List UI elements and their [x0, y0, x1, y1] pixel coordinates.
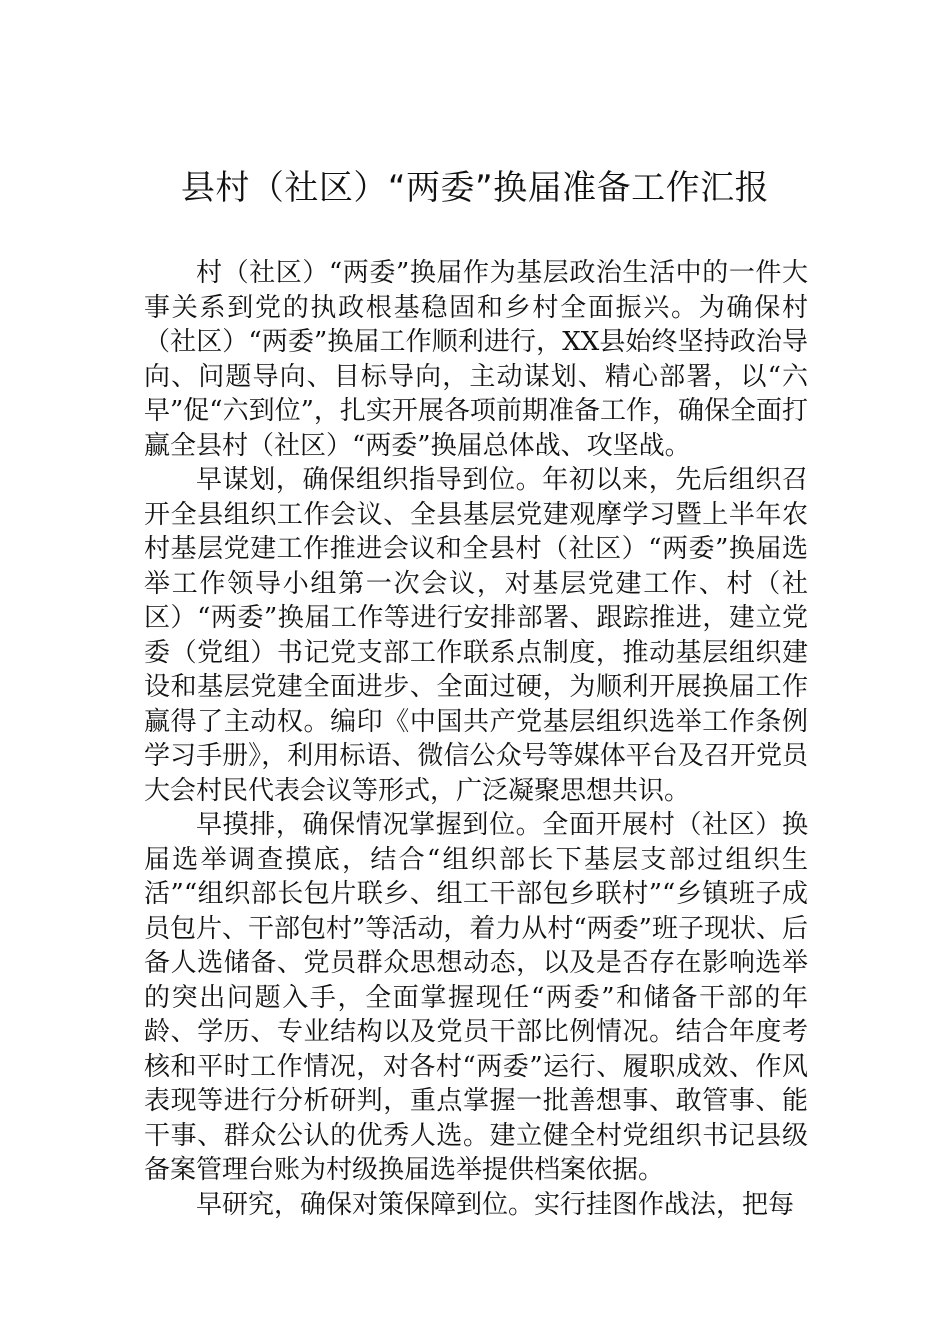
paragraph-early-research: 早研究，确保对策保障到位。实行挂图作战法，把每 [196, 1189, 795, 1220]
document-title: 县村（社区）“两委”换届准备工作汇报 [180, 168, 770, 208]
paragraph-early-survey: 早摸排，确保情况掌握到位。全面开展村（社区）换届选举调查摸底，结合“组织部长下基层支部过组织生活”“组织部长包片联乡、组工干部包乡联村”“乡镇班子成员包片、干部包村”等活动，着力从村“两委”班子现状、后备人选储备、党员群众思想动态，以及是否存在影响选举的突出问题入手，全面掌握现任“两委”和储备干部的年龄、学历、专业结构以及党员干部比例情况。结合年度考核和平时工作情况，对各村“两委”运行、履职成效、作风表现等进行分析研判，重点掌握一批善想事、敢管事、能干事、群众公认的优秀人选。建立健全村党组织书记县级备案管理台账为村级换届选举提供档案依据。 [144, 810, 808, 1185]
document-body [144, 256, 808, 1222]
paragraph-intro: 村（社区）“两委”换届作为基层政治生活中的一件大事关系到党的执政根基稳固和乡村全面振兴。为确保村（社区）“两委”换届工作顺利进行，XX县始终坚持政治导向、问题导向、目标导向，主动谋划、精心部署，以“六早”促“六到位”，扎实开展各项前期准备工作，确保全面打赢全县村（社区）“两委”换届总体战、攻坚战。 [144, 258, 808, 461]
paragraph-early-planning: 早谋划，确保组织指导到位。年初以来，先后组织召开全县组织工作会议、全县基层党建观摩学习暨上半年农村基层党建工作推进会议和全县村（社区）“两委”换届选举工作领导小组第一次会议，对基层党建工作、村（社区）“两委”换届工作等进行安排部署、跟踪推进，建立党委（党组）书记党支部工作联系点制度，推动基层组织建设和基层党建全面进步、全面过硬，为顺利开展换届工作赢得了主动权。编印《中国共产党基层组织选举工作条例学习手册》，利用标语、微信公众号等媒体平台及召开党员大会村民代表会议等形式，广泛凝聚思想共识。 [144, 465, 808, 806]
